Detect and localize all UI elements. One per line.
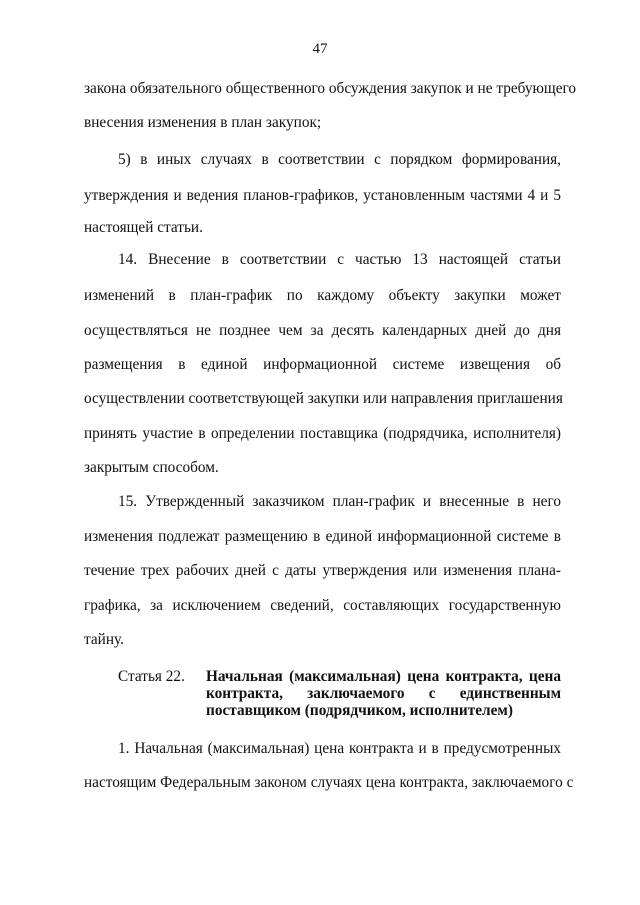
paragraph-line: тайну. <box>84 631 124 648</box>
paragraph-line: 15. Утвержденный заказчиком план-график и внесенные в него <box>118 493 561 510</box>
paragraph-line: изменения подлежат размещению в единой информационной системе в <box>84 528 561 545</box>
paragraph-line: графика, за исключением сведений, составляющих государственную <box>84 597 561 614</box>
paragraph-line: размещения в единой информационной системе извещения об <box>84 356 561 373</box>
paragraph-line: осуществлении соответствующей закупки или направления приглашения <box>84 390 563 407</box>
page-number: 47 <box>312 41 328 57</box>
paragraph-line: течение трех рабочих дней с даты утверждения или изменения плана- <box>84 562 561 579</box>
paragraph-line: 1. Начальная (максимальная) цена контракта и в предусмотренных <box>118 740 561 757</box>
paragraph-line: настоящей статьи. <box>84 219 203 236</box>
paragraph-line: внесения изменения в план закупок; <box>84 114 322 131</box>
paragraph-line: утверждения и ведения планов-графиков, установленным частями 4 и 5 <box>84 187 561 204</box>
paragraph-line: закона обязательного общественного обсуждения закупок и не требующего <box>84 80 577 97</box>
article-title-line: Начальная (максимальная) цена контракта, цена <box>206 668 561 685</box>
article-title-line: контракта, заключаемого с единственным <box>206 685 561 702</box>
paragraph-line: настоящим Федеральным законом случаях цена контракта, заключаемого с <box>84 774 574 791</box>
paragraph-line: закрытым способом. <box>84 459 219 476</box>
article-title-line: поставщиком (подрядчиком, исполнителем) <box>206 702 513 719</box>
paragraph-line: 5) в иных случаях в соответствии с порядком формирования, <box>118 151 561 168</box>
article-label: Статья 22. <box>118 668 185 685</box>
paragraph-line: 14. Внесение в соответствии с частью 13 настоящей статьи <box>118 251 561 268</box>
paragraph-line: осуществляться не позднее чем за десять календарных дней до дня <box>84 322 561 339</box>
paragraph-line: изменений в план-график по каждому объекту закупки может <box>84 287 561 304</box>
paragraph-line: принять участие в определении поставщика (подрядчика, исполнителя) <box>84 425 561 442</box>
